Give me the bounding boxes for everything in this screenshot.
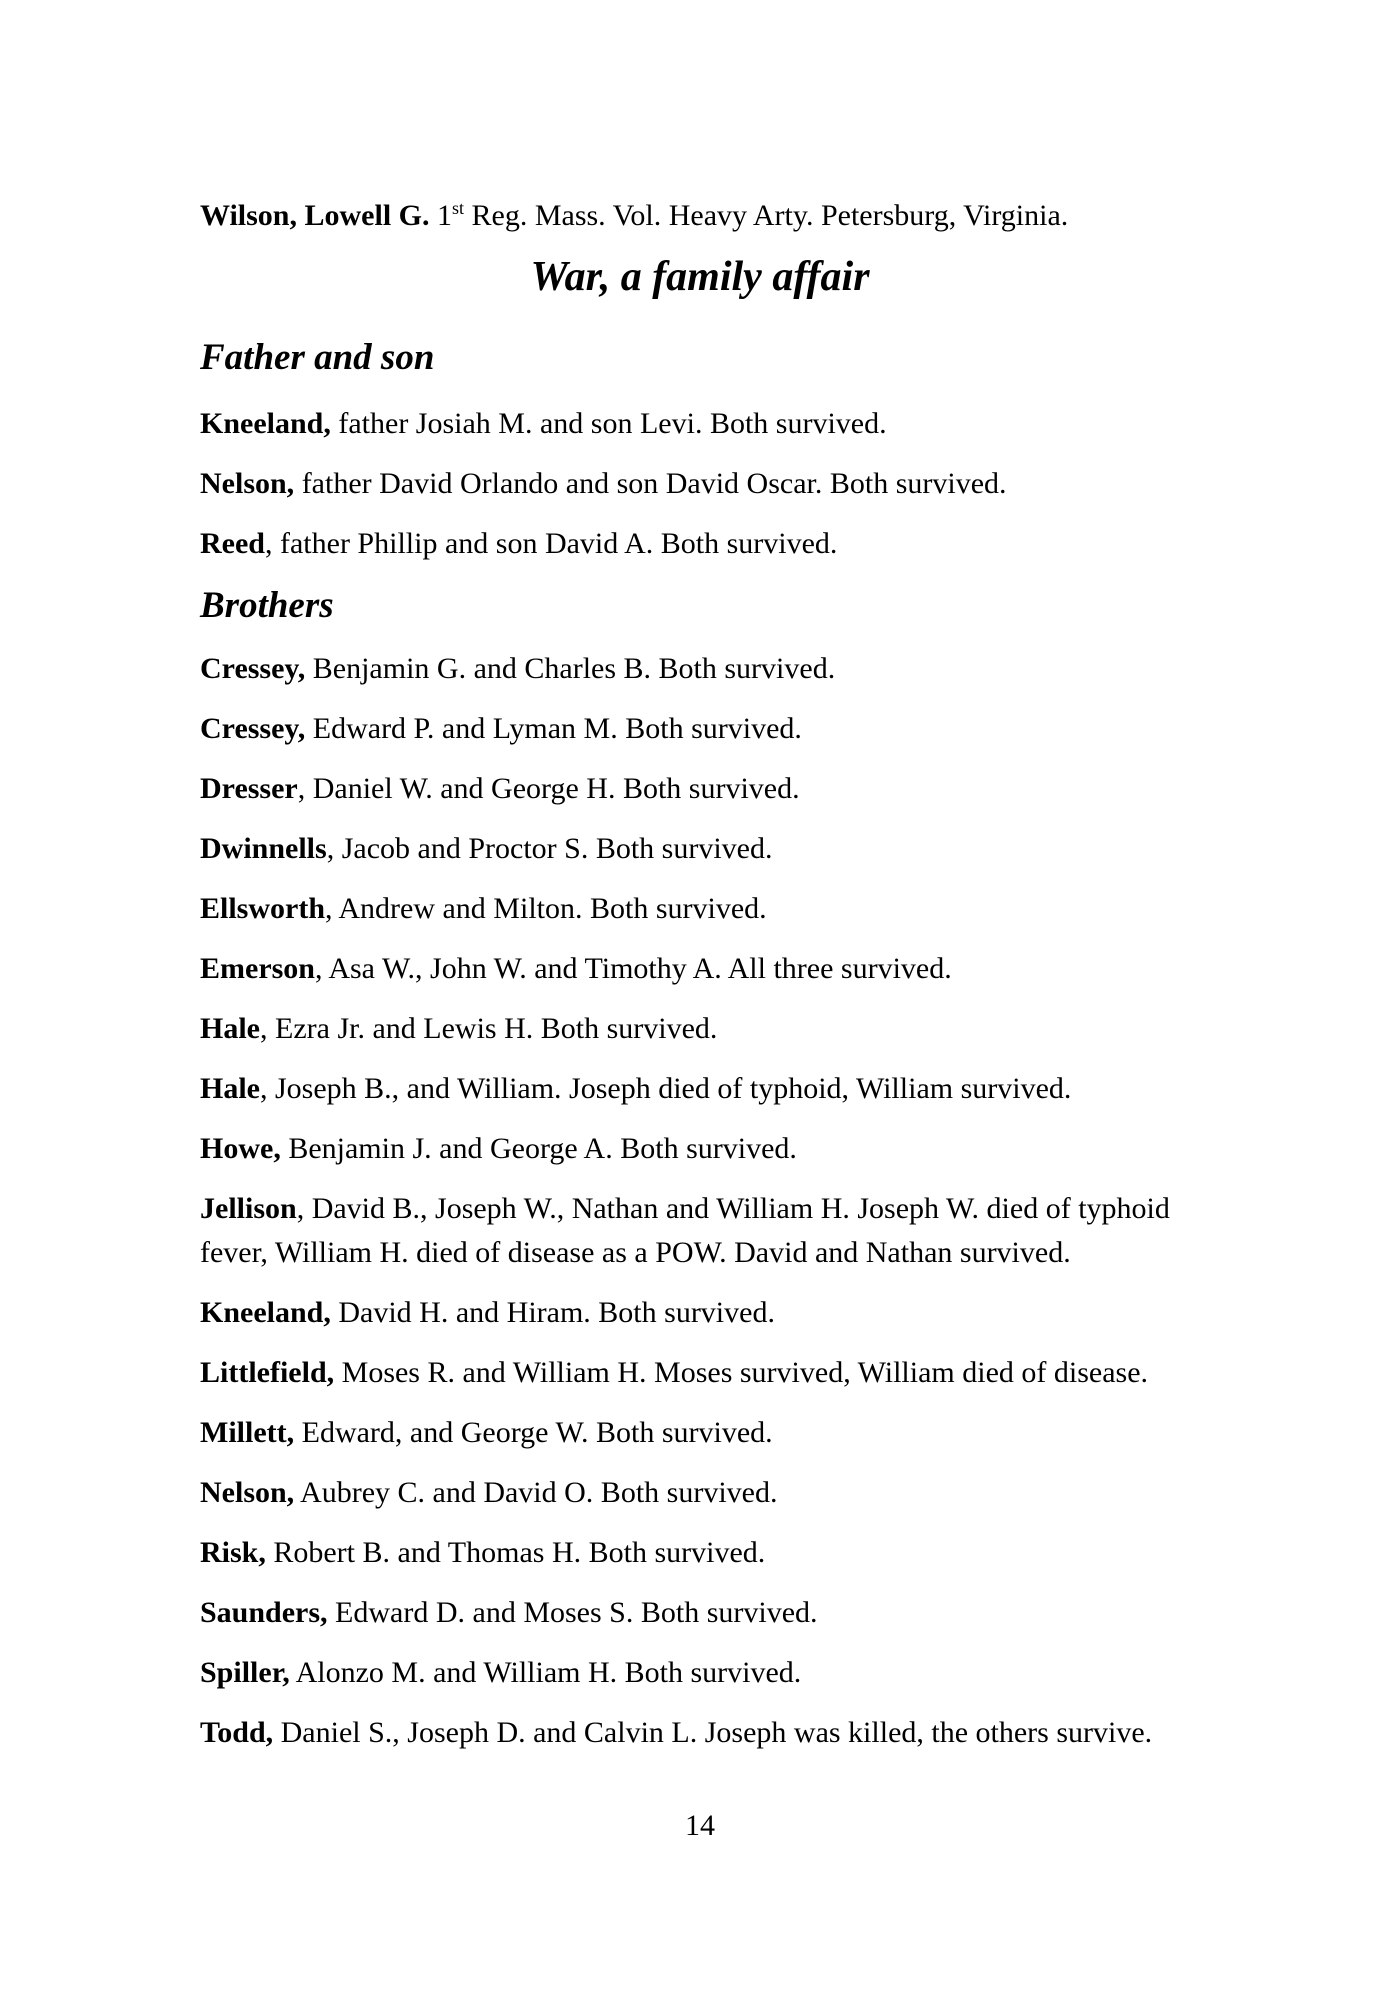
entry-name: Wilson, Lowell G. xyxy=(200,199,430,232)
entry-text: father Josiah M. and son Levi. Both survived. xyxy=(330,407,887,440)
entry-name: Risk, xyxy=(200,1536,266,1569)
entry-text: Edward P. and Lyman M. Both survived. xyxy=(305,712,802,745)
roster-entry xyxy=(200,1067,1200,1111)
roster-entry xyxy=(200,827,1200,871)
roster-entry xyxy=(200,462,1200,506)
entry-name: Jellison xyxy=(200,1192,297,1225)
roster-entry xyxy=(200,522,1200,566)
roster-entry xyxy=(200,947,1200,991)
roster-entry xyxy=(200,1411,1200,1455)
roster-entry-jellison xyxy=(200,1187,1200,1275)
entry-text: , father Phillip and son David A. Both survived. xyxy=(264,527,838,560)
entry-text: , Jacob and Proctor S. Both survived. xyxy=(326,832,773,865)
entry-text: Daniel S., Joseph D. and Calvin L. Joseph was killed, the others survive. xyxy=(273,1716,1153,1749)
roster-entry xyxy=(200,707,1200,751)
entry-name: Cressey, xyxy=(200,652,306,685)
roster-entry xyxy=(200,887,1200,931)
entry-text: father David Orlando and son David Oscar. Both survived. xyxy=(294,467,1007,500)
entry-name: Spiller, xyxy=(200,1656,290,1689)
entry-name: Kneeland, xyxy=(200,1296,331,1329)
roster-entry xyxy=(200,1127,1200,1171)
entry-text: fever, William H. died of disease as a POW. David and Nathan survived. xyxy=(200,1236,1071,1269)
entry-name: Nelson, xyxy=(200,1476,295,1509)
roster-entry xyxy=(200,1651,1200,1695)
entry-text: Edward, and George W. Both survived. xyxy=(294,1416,773,1449)
entry-text: Benjamin J. and George A. Both survived. xyxy=(280,1132,797,1165)
entry-name: Hale xyxy=(200,1072,260,1105)
entry-text: , Asa W., John W. and Timothy A. All three survived. xyxy=(315,952,952,985)
roster-entry xyxy=(200,1471,1200,1515)
roster-entry xyxy=(200,1711,1200,1755)
entry-name: Cressey, xyxy=(200,712,306,745)
section-heading-brothers: Brothers xyxy=(200,585,334,626)
entry-text: David H. and Hiram. Both survived. xyxy=(330,1296,775,1329)
entry-text: Robert B. and Thomas H. Both survived. xyxy=(265,1536,766,1569)
entry-text: Reg. Mass. Vol. Heavy Arty. Petersburg, Virginia. xyxy=(464,199,1069,232)
entry-name: Emerson xyxy=(200,952,315,985)
roster-entry xyxy=(200,1531,1200,1575)
entry-text: Moses R. and William H. Moses survived, William died of disease. xyxy=(334,1356,1149,1389)
entry-name: Saunders, xyxy=(200,1596,328,1629)
page-number: 14 xyxy=(685,1809,715,1842)
entry-name: Reed xyxy=(200,527,265,560)
entry-text: Edward D. and Moses S. Both survived. xyxy=(327,1596,818,1629)
entry-name: Dresser xyxy=(200,772,298,805)
entry-name: Howe, xyxy=(200,1132,281,1165)
entry-text: , David B., Joseph W., Nathan and William H. Joseph W. died of typhoid xyxy=(296,1192,1170,1225)
entry-text: , Andrew and Milton. Both survived. xyxy=(325,892,767,925)
ordinal-superscript: st xyxy=(451,198,464,218)
entry-name: Littlefield, xyxy=(200,1356,335,1389)
roster-entry xyxy=(200,1291,1200,1335)
entry-text: Benjamin G. and Charles B. Both survived. xyxy=(305,652,836,685)
roster-entry xyxy=(200,1351,1200,1395)
roster-entry xyxy=(200,767,1200,811)
entry-text: 1 xyxy=(429,199,452,232)
entry-name: Kneeland, xyxy=(200,407,331,440)
roster-entry xyxy=(200,1007,1200,1051)
entry-text: Aubrey C. and David O. Both survived. xyxy=(294,1476,778,1509)
entry-name: Hale xyxy=(200,1012,260,1045)
roster-entry xyxy=(200,402,1200,446)
roster-entry xyxy=(200,647,1200,691)
section-heading-father-and-son: Father and son xyxy=(200,337,435,378)
entry-name: Nelson, xyxy=(200,467,295,500)
page-title: War, a family affair xyxy=(530,254,870,300)
entry-text: Alonzo M. and William H. Both survived. xyxy=(289,1656,802,1689)
entry-name: Todd, xyxy=(200,1716,274,1749)
entry-text: , Ezra Jr. and Lewis H. Both survived. xyxy=(260,1012,718,1045)
roster-entry xyxy=(200,1591,1200,1635)
entry-name: Ellsworth xyxy=(200,892,326,925)
entry-name: Millett, xyxy=(200,1416,295,1449)
entry-text: , Daniel W. and George H. Both survived. xyxy=(297,772,800,805)
roster-entry-wilson xyxy=(200,194,1200,238)
entry-name: Dwinnells xyxy=(200,832,327,865)
entry-text: , Joseph B., and William. Joseph died of typhoid, William survived. xyxy=(260,1072,1072,1105)
